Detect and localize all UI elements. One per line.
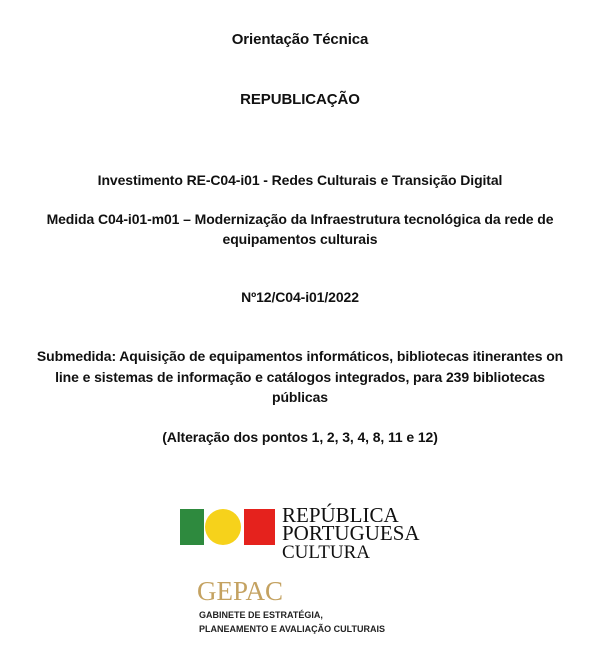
gepac-subtitle-line-2: PLANEAMENTO E AVALIAÇÃO CULTURAIS xyxy=(199,624,385,634)
investment-title: Investimento RE-C04-i01 - Redes Culturais e Transição Digital xyxy=(97,172,503,188)
document-subheading: REPUBLICAÇÃO xyxy=(240,91,360,108)
logo-cultura-text: CULTURA xyxy=(282,542,370,563)
document-heading: Orientação Técnica xyxy=(231,31,369,48)
logo-red-square xyxy=(244,509,275,545)
gepac-subtitle-line-1: GABINETE DE ESTRATÉGIA, xyxy=(199,610,323,620)
submeasure-line-1: Submedida: Aquisição de equipamentos informáticos, bibliotecas itinerantes on xyxy=(36,348,564,364)
logo-republica-text: REPÚBLICA xyxy=(282,503,399,527)
measure-title-line-2: equipamentos culturais xyxy=(222,231,378,247)
republica-portuguesa-logo xyxy=(180,503,420,566)
measure-title-line-1: Medida C04-i01-m01 – Modernização da Infraestrutura tecnológica da rede de xyxy=(46,211,554,227)
logo-green-bar xyxy=(180,509,204,545)
logo-portuguesa-text: PORTUGUESA xyxy=(282,521,420,545)
amendment-note: (Alteração dos pontos 1, 2, 3, 4, 8, 11 e 12) xyxy=(162,429,438,445)
submeasure-line-2: line e sistemas de informação e catálogos integrados, para 239 bibliotecas xyxy=(55,369,545,385)
logo-yellow-circle xyxy=(205,509,241,545)
gepac-name: GEPAC xyxy=(197,576,284,606)
submeasure-line-3: públicas xyxy=(272,389,328,405)
document-number: Nº12/C04-i01/2022 xyxy=(241,289,359,305)
